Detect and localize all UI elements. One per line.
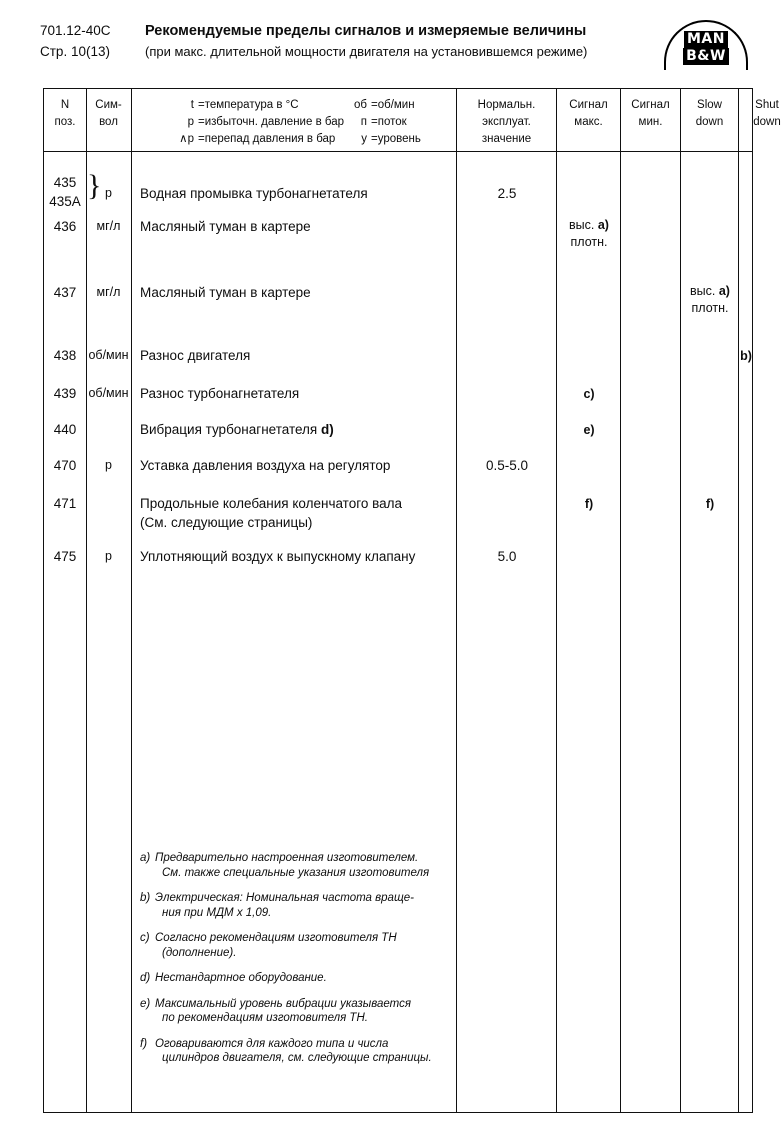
row-symbol: p bbox=[105, 458, 112, 472]
col-rule-symbol bbox=[131, 89, 132, 1112]
legend-row bbox=[132, 97, 455, 114]
row-group-brace: } bbox=[87, 169, 102, 202]
row-symbol: об/мин bbox=[88, 386, 129, 400]
row-signal-max: e) bbox=[583, 423, 595, 437]
row-symbol: p bbox=[105, 186, 112, 200]
col-rule-slow bbox=[738, 89, 739, 1112]
footnote-line2: цилиндров двигателя, см. следующие страницы. bbox=[162, 1052, 432, 1064]
column-header-normal-value: Нормальн. эксплуат. значение bbox=[477, 99, 536, 145]
row-description bbox=[140, 494, 450, 532]
logo-line-man: MAN bbox=[684, 31, 728, 48]
footnote-item bbox=[140, 1037, 450, 1066]
legend-symbol-2: у bbox=[361, 133, 367, 145]
column-header-signal-min: Сигнал мин. bbox=[631, 99, 670, 128]
legend-row bbox=[132, 114, 455, 131]
legend-definition: =избыточн. давление в бар bbox=[198, 116, 344, 128]
legend-symbol: t bbox=[190, 99, 194, 111]
col-rule-num bbox=[86, 89, 87, 1112]
footnote-item bbox=[140, 971, 450, 986]
footnote-line1: Предварительно настроенная изготовителем. bbox=[155, 852, 419, 864]
page-reference: Стр. 10(13) bbox=[40, 44, 110, 59]
footnote-item bbox=[140, 931, 450, 960]
footnote-line1: Нестандартное оборудование. bbox=[155, 972, 327, 984]
legend-symbol-2: об bbox=[354, 99, 367, 111]
column-header-signal-max: Сигнал макс. bbox=[569, 99, 608, 128]
footnote-mark: c) bbox=[140, 932, 150, 944]
header-center-block bbox=[145, 22, 665, 60]
page-title: Рекомендуемые пределы сигналов и измеряемые величины bbox=[145, 23, 587, 39]
col-rule-sigmin bbox=[680, 89, 681, 1112]
row-position: 439 bbox=[53, 386, 77, 401]
legend-symbol: p bbox=[187, 116, 194, 128]
footnotes-block bbox=[140, 851, 450, 1077]
footnote-item bbox=[140, 851, 450, 880]
footnote-item bbox=[140, 997, 450, 1026]
footnote-mark: f) bbox=[140, 1037, 148, 1050]
row-position: 440 bbox=[53, 422, 77, 437]
row-description: Разнос двигателя bbox=[140, 348, 251, 363]
row-position: 470 bbox=[53, 458, 77, 473]
legend-definition-2: =уровень bbox=[371, 133, 421, 145]
column-header-shut-down: Shut down bbox=[753, 99, 781, 128]
row-description: Водная промывка турбонагнетателя bbox=[140, 186, 368, 201]
slow-down-line2: плотн. bbox=[691, 301, 729, 315]
signal-limits-table bbox=[43, 88, 781, 1113]
column-header-position: N поз. bbox=[54, 99, 76, 128]
signal-max-line1: выс. a) bbox=[569, 218, 609, 232]
page-header bbox=[40, 22, 750, 70]
footnote-line1: Максимальный уровень вибрации указывается bbox=[155, 997, 411, 1010]
legend-block bbox=[132, 97, 455, 148]
slow-down-line1: выс. a) bbox=[690, 284, 730, 298]
row-description: Масляный туман в картере bbox=[140, 219, 311, 234]
row-description: Уплотняющий воздух к выпускному клапану bbox=[140, 549, 416, 564]
row-normal-value: 5.0 bbox=[497, 549, 517, 564]
row-description: Разнос турбонагнетателя bbox=[140, 386, 300, 401]
signal-max-line2: плотн. bbox=[570, 235, 608, 249]
footnote-mark: b) bbox=[140, 892, 151, 904]
logo-text bbox=[664, 31, 748, 65]
footnote-line1: Электрическая: Номинальная частота враще- bbox=[155, 892, 414, 904]
footnote-line2: ния при МДМ x 1,09. bbox=[162, 906, 272, 919]
row-position: 436 bbox=[53, 219, 77, 234]
row-description: Вибрация турбонагнетателя d) bbox=[140, 422, 334, 437]
row-symbol: об/мин bbox=[88, 348, 129, 362]
footnote-line1: Оговариваются для каждого типа и числа bbox=[155, 1037, 389, 1050]
header-left-block bbox=[40, 22, 145, 60]
row-signal-max bbox=[557, 217, 621, 251]
footnote-mark: e) bbox=[140, 997, 151, 1010]
man-bw-logo bbox=[664, 20, 750, 72]
row-slow-down: f) bbox=[705, 497, 715, 511]
row-signal-max: f) bbox=[584, 497, 594, 511]
row-description: Масляный туман в картере bbox=[140, 285, 311, 300]
row-description-line1: Продольные колебания коленчатого вала bbox=[140, 496, 403, 511]
header-bottom-rule bbox=[44, 151, 752, 152]
footnote-line2: (дополнение). bbox=[162, 946, 237, 959]
legend-definition-2: =поток bbox=[371, 116, 407, 128]
row-signal-max: c) bbox=[583, 387, 595, 401]
footnote-item bbox=[140, 891, 450, 920]
legend-definition: =перепад давления в бар bbox=[198, 133, 336, 145]
legend-row bbox=[132, 131, 455, 148]
row-shut-down: b) bbox=[740, 349, 752, 363]
legend-definition-2: =об/мин bbox=[371, 99, 415, 111]
row-symbol: мг/л bbox=[96, 219, 121, 233]
row-description-line2: (См. следующие страницы) bbox=[140, 515, 313, 530]
document-code: 701.12-40C bbox=[40, 23, 111, 38]
footnote-mark: d) bbox=[140, 972, 151, 984]
legend-symbol: ∧p bbox=[179, 133, 194, 145]
row-normal-value: 2.5 bbox=[497, 186, 517, 201]
column-header-symbol: Сим- вол bbox=[95, 99, 122, 128]
row-slow-down bbox=[681, 283, 739, 317]
row-normal-value: 0.5-5.0 bbox=[485, 458, 529, 473]
logo-line-bw: B&W bbox=[683, 48, 729, 65]
row-symbol: мг/л bbox=[96, 285, 121, 299]
row-position: 435 435A bbox=[49, 175, 81, 209]
footnote-line2: См. также специальные указания изготовителя bbox=[162, 866, 430, 879]
row-position: 471 bbox=[53, 496, 77, 511]
row-position: 438 bbox=[53, 348, 77, 363]
page-subtitle: (при макс. длительной мощности двигателя на установившемся режиме) bbox=[145, 44, 588, 59]
legend-symbol-2: п bbox=[360, 116, 367, 128]
footnote-line2: по рекомендациям изготовителя ТН. bbox=[162, 1012, 368, 1024]
row-position: 475 bbox=[53, 549, 77, 564]
footnote-mark: a) bbox=[140, 852, 151, 864]
row-symbol: p bbox=[105, 549, 112, 563]
row-description: Уставка давления воздуха на регулятор bbox=[140, 458, 391, 473]
col-rule-desc bbox=[456, 89, 457, 1112]
column-header-slow-down: Slow down bbox=[695, 99, 724, 128]
legend-definition: =температура в °C bbox=[198, 99, 299, 111]
footnote-line1: Согласно рекомендациям изготовителя ТН bbox=[155, 932, 397, 944]
row-position: 437 bbox=[53, 285, 77, 300]
